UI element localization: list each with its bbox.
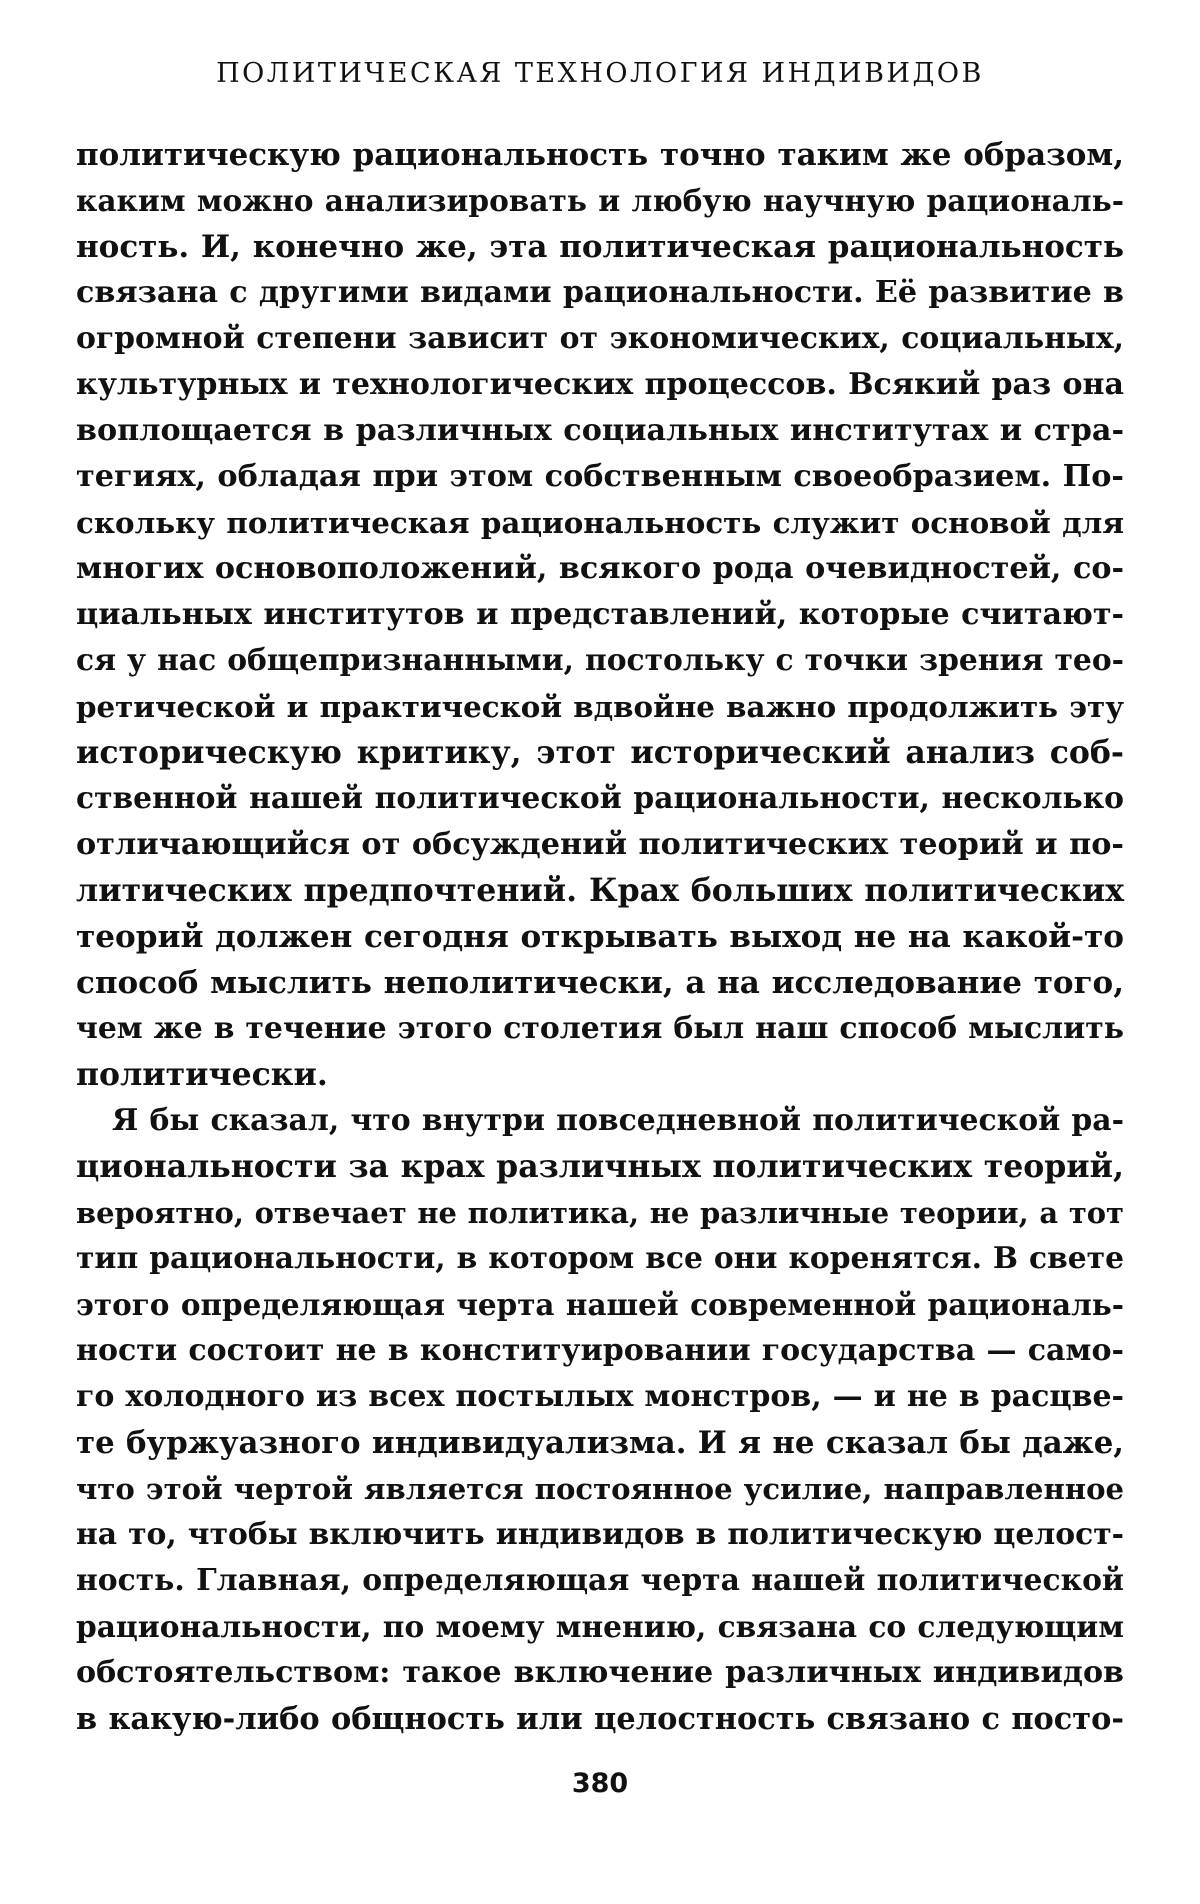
- running-head: ПОЛИТИЧЕСКАЯ ТЕХНОЛОГИЯ ИНДИВИДОВ: [216, 58, 984, 89]
- paragraph-2: [76, 1098, 1124, 1742]
- text-line: ретической и практической вдвойне важно продолжить эту: [76, 689, 1124, 724]
- text-line: ности состоит не в конституировании государства — само-: [76, 1333, 1124, 1368]
- text-line: теорий должен сегодня открывать выход не на какой-то: [76, 919, 1124, 955]
- text-line: ся у нас общепризнанными, постольку с точки зрения тео-: [76, 643, 1124, 678]
- text-line: Я бы сказал, что внутри повседневной политической ра-: [112, 1103, 1124, 1138]
- text-line: культурных и технологических процессов. Всякий раз она: [76, 367, 1124, 402]
- text-line: циональности за крах различных политических теорий,: [76, 1148, 1124, 1185]
- text-line: вероятно, отвечает не политика, не различные теории, а тот: [76, 1196, 1124, 1230]
- text-line: многих основоположений, всякого рода очевидностей, со-: [76, 551, 1124, 586]
- text-line: обстоятельством: такое включение различных индивидов: [76, 1655, 1124, 1690]
- paragraph-1: [76, 132, 1124, 1098]
- text-line: те буржуазного индивидуализма. И я не сказал бы даже,: [76, 1425, 1124, 1461]
- text-line: политически.: [76, 1056, 328, 1093]
- text-line: историческую критику, этот исторический анализ соб-: [76, 734, 1124, 771]
- text-line: рациональности, по моему мнению, связана со следующим: [76, 1609, 1124, 1644]
- body-text: [76, 132, 1124, 1742]
- text-line: циальных институтов и представлений, которые считают-: [76, 597, 1124, 632]
- text-line: отличающийся от обсуждений политических теорий и по-: [76, 827, 1124, 862]
- text-line: ность. И, конечно же, эта политическая рациональность: [76, 229, 1124, 265]
- text-line: чем же в течение этого столетия был наш способ мыслить: [76, 1011, 1124, 1046]
- text-line: го холодного из всех постылых монстров, — и не в расцве-: [76, 1379, 1124, 1414]
- text-line: на то, чтобы включить индивидов в политическую целост-: [76, 1517, 1124, 1552]
- page-number: 380: [571, 1768, 629, 1799]
- text-line: в какую-либо общность или целостность связано с посто-: [76, 1701, 1124, 1737]
- text-line: этого определяющая черта нашей современной рациональ-: [76, 1287, 1124, 1322]
- text-line: тегиях, обладая при этом собственным своеобразием. По-: [76, 459, 1124, 494]
- text-line: воплощается в различных социальных институтах и стра-: [76, 413, 1124, 448]
- text-line: связана с другими видами рациональности. Её развитие в: [76, 275, 1124, 310]
- text-line: литических предпочтений. Крах больших политических: [76, 872, 1124, 909]
- text-line: способ мыслить неполитически, а на исследование того,: [76, 965, 1124, 1001]
- text-line: ственной нашей политической рациональности, несколько: [76, 781, 1124, 816]
- text-line: тип рациональности, в котором все они коренятся. В свете: [76, 1241, 1124, 1276]
- text-line: ность. Главная, определяющая черта нашей политической: [76, 1563, 1124, 1598]
- text-line: каким можно анализировать и любую научную рациональ-: [76, 183, 1124, 218]
- text-line: политическую рациональность точно таким же образом,: [76, 137, 1124, 173]
- text-line: скольку политическая рациональность служит основой для: [76, 505, 1124, 540]
- text-line: что этой чертой является постоянное усилие, направленное: [76, 1472, 1124, 1506]
- text-line: огромной степени зависит от экономических, социальных,: [76, 321, 1124, 356]
